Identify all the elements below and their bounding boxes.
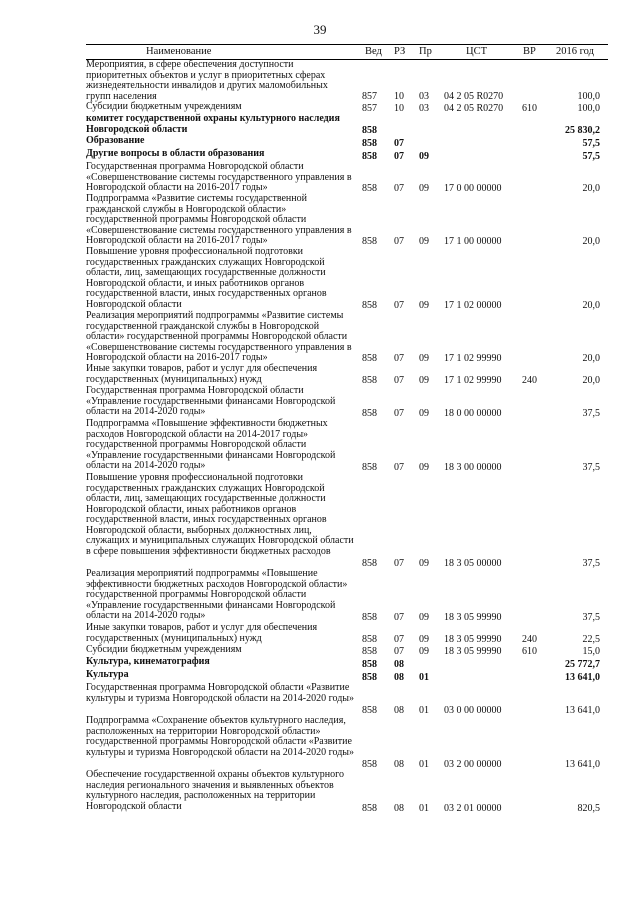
- cell-rz: 07: [394, 137, 404, 149]
- table-row: [0, 162, 640, 194]
- cell-ved: 858: [362, 461, 377, 473]
- cell-cst: 17 1 00 00000: [444, 235, 502, 247]
- cell-cst: 04 2 05 R0270: [444, 90, 504, 102]
- table-row: [0, 473, 640, 569]
- cell-amount: 37,5: [582, 407, 600, 419]
- cell-ved: 858: [362, 758, 377, 770]
- cell-name: Повышение уровня профессиональной подготовки государственных гражданских служащих Новгородской области, лиц, замещающих государственные должности Новгородской области, и иных работников органов государственной власти, иных государственных органов Новгородской области: [86, 246, 327, 310]
- header-amount: 2016 год: [556, 46, 594, 57]
- cell-rz: 08: [394, 671, 404, 683]
- cell-amount: 57,5: [582, 137, 600, 149]
- cell-rz: 07: [394, 645, 404, 657]
- cell-cst: 17 1 02 99990: [444, 352, 502, 364]
- cell-rz: 07: [394, 557, 404, 569]
- table-row: [0, 623, 640, 645]
- cell-ved: 858: [362, 150, 377, 162]
- cell-cst: 18 0 00 00000: [444, 407, 502, 419]
- cell-amount: 57,5: [582, 150, 600, 162]
- table-row: [0, 683, 640, 716]
- cell-ved: 858: [362, 802, 377, 814]
- cell-rz: 08: [394, 658, 404, 670]
- cell-pr: 09: [419, 611, 429, 623]
- cell-pr: 09: [419, 352, 429, 364]
- table-row: [0, 364, 640, 386]
- cell-pr: 09: [419, 461, 429, 473]
- cell-rz: 07: [394, 235, 404, 247]
- cell-ved: 858: [362, 407, 377, 419]
- cell-cst: 18 3 05 99990: [444, 633, 502, 645]
- cell-ved: 858: [362, 645, 377, 657]
- header-ved: Вед: [365, 46, 382, 57]
- cell-name: Культура, кинематография: [86, 656, 210, 667]
- cell-name: Образование: [86, 135, 145, 146]
- cell-ved: 858: [362, 671, 377, 683]
- cell-ved: 858: [362, 182, 377, 194]
- cell-amount: 37,5: [582, 611, 600, 623]
- cell-amount: 13 641,0: [565, 704, 600, 716]
- cell-name: Иные закупки товаров, работ и услуг для обеспечения государственных (муниципальных) нужд: [86, 622, 318, 644]
- cell-pr: 09: [419, 407, 429, 419]
- cell-rz: 10: [394, 102, 404, 114]
- cell-rz: 07: [394, 150, 404, 162]
- cell-pr: 03: [419, 102, 429, 114]
- cell-name: Подпрограмма «Повышение эффективности бюджетных расходов Новгородской области на 2014-2017 годы» государственной программы Новгородской области «Управление государственными финансами Новгородской области на 2014-2020 годы»: [86, 418, 336, 471]
- cell-pr: 01: [419, 758, 429, 770]
- cell-rz: 07: [394, 182, 404, 194]
- cell-ved: 857: [362, 90, 377, 102]
- cell-rz: 07: [394, 461, 404, 473]
- cell-pr: 01: [419, 802, 429, 814]
- table-row: [0, 569, 640, 623]
- cell-ved: 858: [362, 124, 377, 136]
- cell-amount: 37,5: [582, 461, 600, 473]
- table-row: [0, 386, 640, 419]
- cell-name: Реализация мероприятий подпрограммы «Повышение эффективности бюджетных расходов Новгородской области» государственной программы Новгородской области «Управление государственными финансами Новгородской области на 2014-2020 годы»: [86, 568, 348, 621]
- cell-rz: 07: [394, 611, 404, 623]
- page-number: 39: [313, 22, 327, 37]
- cell-cst: 04 2 05 R0270: [444, 102, 504, 114]
- cell-cst: 18 3 00 00000: [444, 461, 502, 473]
- header-name: Наименование: [146, 46, 212, 57]
- cell-name: Мероприятия, в сфере обеспечения доступности приоритетных объектов и услуг в приоритетных сферах жизнедеятельности инвалидов и других маломобильных групп населения: [86, 59, 328, 102]
- table-row: [0, 770, 640, 814]
- cell-pr: 09: [419, 374, 429, 386]
- cell-vr: 610: [522, 102, 537, 114]
- table-row: [0, 114, 640, 136]
- table-header: [86, 44, 608, 60]
- cell-vr: 610: [522, 645, 537, 657]
- header-vr: ВР: [523, 46, 536, 57]
- cell-amount: 22,5: [582, 633, 600, 645]
- cell-amount: 20,0: [582, 235, 600, 247]
- header-cst: ЦСТ: [466, 46, 487, 57]
- cell-name: Культура: [86, 669, 129, 680]
- cell-cst: 18 3 05 99990: [444, 611, 502, 623]
- cell-vr: 240: [522, 374, 537, 386]
- cell-pr: 09: [419, 645, 429, 657]
- cell-name: Государственная программа Новгородской области «Совершенствование системы государственного управления в Новгородской области на 2016-2017 годы»: [86, 161, 352, 193]
- cell-cst: 18 3 05 99990: [444, 645, 502, 657]
- cell-ved: 858: [362, 235, 377, 247]
- cell-pr: 09: [419, 235, 429, 247]
- cell-rz: 07: [394, 299, 404, 311]
- table-row: [0, 60, 640, 102]
- cell-pr: 09: [419, 150, 429, 162]
- cell-cst: 17 1 02 00000: [444, 299, 502, 311]
- cell-amount: 25 772,7: [565, 658, 600, 670]
- cell-amount: 13 641,0: [565, 671, 600, 683]
- cell-pr: 01: [419, 704, 429, 716]
- table-row: [0, 716, 640, 770]
- cell-ved: 858: [362, 299, 377, 311]
- cell-ved: 858: [362, 658, 377, 670]
- table-row: [0, 247, 640, 311]
- cell-cst: 03 2 01 00000: [444, 802, 502, 814]
- cell-pr: 09: [419, 557, 429, 569]
- cell-name: Иные закупки товаров, работ и услуг для обеспечения государственных (муниципальных) нужд: [86, 363, 318, 385]
- cell-amount: 20,0: [582, 299, 600, 311]
- cell-amount: 100,0: [577, 90, 600, 102]
- cell-name: Государственная программа Новгородской области «Управление государственными финансами Новгородской области на 2014-2020 годы»: [86, 385, 336, 417]
- cell-amount: 20,0: [582, 374, 600, 386]
- cell-rz: 10: [394, 90, 404, 102]
- cell-rz: 08: [394, 758, 404, 770]
- header-rz: РЗ: [394, 46, 406, 57]
- cell-amount: 37,5: [582, 557, 600, 569]
- cell-cst: 18 3 05 00000: [444, 557, 502, 569]
- cell-name: Подпрограмма «Развитие системы государственной гражданской службы в Новгородской области» государственной программы Новгородской области «Совершенствование системы государственного управления в Новгородской области на 2016-2017 годы»: [86, 193, 352, 246]
- cell-name: Субсидии бюджетным учреждениям: [86, 101, 242, 112]
- cell-rz: 07: [394, 407, 404, 419]
- cell-amount: 15,0: [582, 645, 600, 657]
- cell-cst: 17 1 02 99990: [444, 374, 502, 386]
- cell-name: Обеспечение государственной охраны объектов культурного наследия регионального значения и выявленных объектов культурного наследия, расположенных на территории Новгородской области: [86, 769, 345, 812]
- cell-amount: 20,0: [582, 182, 600, 194]
- cell-amount: 820,5: [577, 802, 600, 814]
- cell-ved: 858: [362, 611, 377, 623]
- cell-name: Повышение уровня профессиональной подготовки государственных гражданских служащих Новгородской области, лиц, замещающих государственные должности Новгородской области, иных работников органов государственной власти, иных государственных органов Новгородской области, выборных должностных лиц, служащих и муниципальных служащих Новгородской области в сфере повышения эффективности бюджетных расходов: [86, 472, 354, 557]
- cell-cst: 03 2 00 00000: [444, 758, 502, 770]
- cell-rz: 07: [394, 352, 404, 364]
- cell-name: Государственная программа Новгородской области «Развитие культуры и туризма Новгородской области на 2014-2020 годы»: [86, 682, 355, 704]
- header-pr: Пр: [419, 46, 432, 57]
- cell-pr: 09: [419, 182, 429, 194]
- cell-pr: 01: [419, 671, 429, 683]
- cell-name: Субсидии бюджетным учреждениям: [86, 644, 242, 655]
- cell-rz: 08: [394, 704, 404, 716]
- cell-ved: 858: [362, 557, 377, 569]
- cell-name: комитет государственной охраны культурного наследия Новгородской области: [86, 113, 340, 135]
- table-row: [0, 311, 640, 364]
- cell-rz: 07: [394, 633, 404, 645]
- cell-pr: 09: [419, 633, 429, 645]
- cell-amount: 13 641,0: [565, 758, 600, 770]
- cell-ved: 858: [362, 633, 377, 645]
- cell-pr: 03: [419, 90, 429, 102]
- cell-amount: 20,0: [582, 352, 600, 364]
- cell-name: Другие вопросы в области образования: [86, 148, 265, 159]
- cell-ved: 858: [362, 352, 377, 364]
- cell-amount: 25 830,2: [565, 124, 600, 136]
- cell-rz: 08: [394, 802, 404, 814]
- cell-cst: 03 0 00 00000: [444, 704, 502, 716]
- table-row: [0, 419, 640, 473]
- cell-name: Реализация мероприятий подпрограммы «Развитие системы государственной гражданской службы в Новгородской области» государственной программы Новгородской области «Совершенствование системы государственного управления в Новгородской области на 2016-2017 годы»: [86, 310, 352, 363]
- cell-cst: 17 0 00 00000: [444, 182, 502, 194]
- cell-vr: 240: [522, 633, 537, 645]
- cell-amount: 100,0: [577, 102, 600, 114]
- cell-rz: 07: [394, 374, 404, 386]
- cell-name: Подпрограмма «Сохранение объектов культурного наследия, расположенных на территории Новгородской области» государственной программы Новгородской области «Развитие культуры и туризма Новгородской области на 2014-2020 годы»: [86, 715, 355, 758]
- table-body: [0, 60, 640, 814]
- table-row: [0, 194, 640, 247]
- cell-pr: 09: [419, 299, 429, 311]
- cell-ved: 858: [362, 374, 377, 386]
- cell-ved: 857: [362, 102, 377, 114]
- cell-ved: 858: [362, 704, 377, 716]
- cell-ved: 858: [362, 137, 377, 149]
